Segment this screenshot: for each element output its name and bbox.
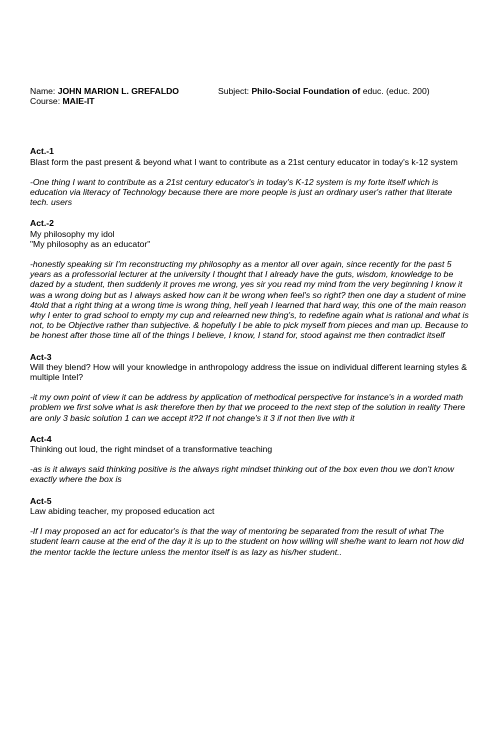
subject-label: Subject: bbox=[218, 86, 250, 96]
course-value: MAIE-IT bbox=[62, 96, 95, 107]
act-1 bbox=[30, 146, 470, 207]
act-title: Act-4 bbox=[30, 433, 52, 444]
act-question: My philosophy my idol "My philosophy as an educator" bbox=[30, 228, 151, 249]
document-page bbox=[30, 86, 470, 557]
act-2 bbox=[30, 218, 470, 340]
act-answer: -One thing I want to contribute as a 21st century educator's in today's K-12 system is my forte itself which is education via literacy of Technology because there are more people is just an ordinary user's rather that literate tech. users bbox=[30, 176, 453, 208]
act-answer: -honestly speaking sir I'm reconstructing my philosophy as a mentor all over again, since recently for the past 5 years as a professorial lecturer at the university I thought that I already have the guts, wisdom, knowledge to be dazed by a student, then suddenly it proves me wrong, yes sir you read my mind from the very beginning I know it was a wrong doing but as I always asked how can it be wrong when feel's so right? then one day a student of mine 4told that a right thing at a wrong time is wrong thing, hell yeah I learned that hard way, this one of the main reason why I enter to grad school to empty my cup and relearned new thing's, to redefine again what is rational and what is not, to be Objective rather than subjective. & hopefully I be able to pick myself from pieces and man up. Because to be honest after those time all of the things I believe, I know, I stand for, stood against me then contradict itself bbox=[30, 259, 469, 341]
subject-value-bold: Philo-Social Foundation of bbox=[251, 86, 361, 96]
act-question: Blast form the past present & beyond what I want to contribute as a 21st century educator in today's k-12 system bbox=[30, 156, 458, 167]
act-title: Act.-1 bbox=[30, 146, 54, 157]
act-answer: -it my own point of view it can be address by application of methodical perspective for instance's in a worded math problem we first solve what is ask therefore then by that we proceed to the next step of the solution in reality There are only 3 basic solution 1 can we accept it?2 If not change's it 3 if not then live with it bbox=[30, 392, 466, 423]
act-title: Act-5 bbox=[30, 495, 52, 506]
act-5 bbox=[30, 496, 470, 557]
act-title: Act-3 bbox=[30, 351, 52, 362]
act-title: Act.-2 bbox=[30, 218, 54, 229]
act-question: Law abiding teacher, my proposed education act bbox=[30, 505, 215, 516]
course-line bbox=[30, 96, 470, 106]
subject-value-rest: educ. (educ. 200) bbox=[360, 86, 430, 96]
name-label: Name: bbox=[30, 86, 56, 96]
name-value: JOHN MARION L. GREFALDO bbox=[57, 86, 179, 96]
course-label: Course: bbox=[30, 96, 61, 107]
act-answer: -as is it always said thinking positive is the always right mindset thinking out of the box even thou we don't know exactly where the box is bbox=[30, 464, 454, 485]
act-question: Will they blend? How will your knowledge in anthropology address the issue on individual different learning styles & multiple Intel? bbox=[30, 361, 467, 383]
act-answer: -If I may proposed an act for educator's is that the way of mentoring be separated from the result of what The student learn cause at the end of the day it is up to the student on how willing will she/he want to learn not how did the mentor tackle the lecture unless the mentor itself is as lazy as his/her student.. bbox=[30, 526, 464, 557]
subject-line bbox=[218, 86, 430, 96]
document-header bbox=[30, 86, 470, 106]
act-question: Thinking out loud, the right mindset of a transformative teaching bbox=[30, 444, 273, 455]
act-4 bbox=[30, 434, 470, 485]
act-3 bbox=[30, 352, 470, 423]
